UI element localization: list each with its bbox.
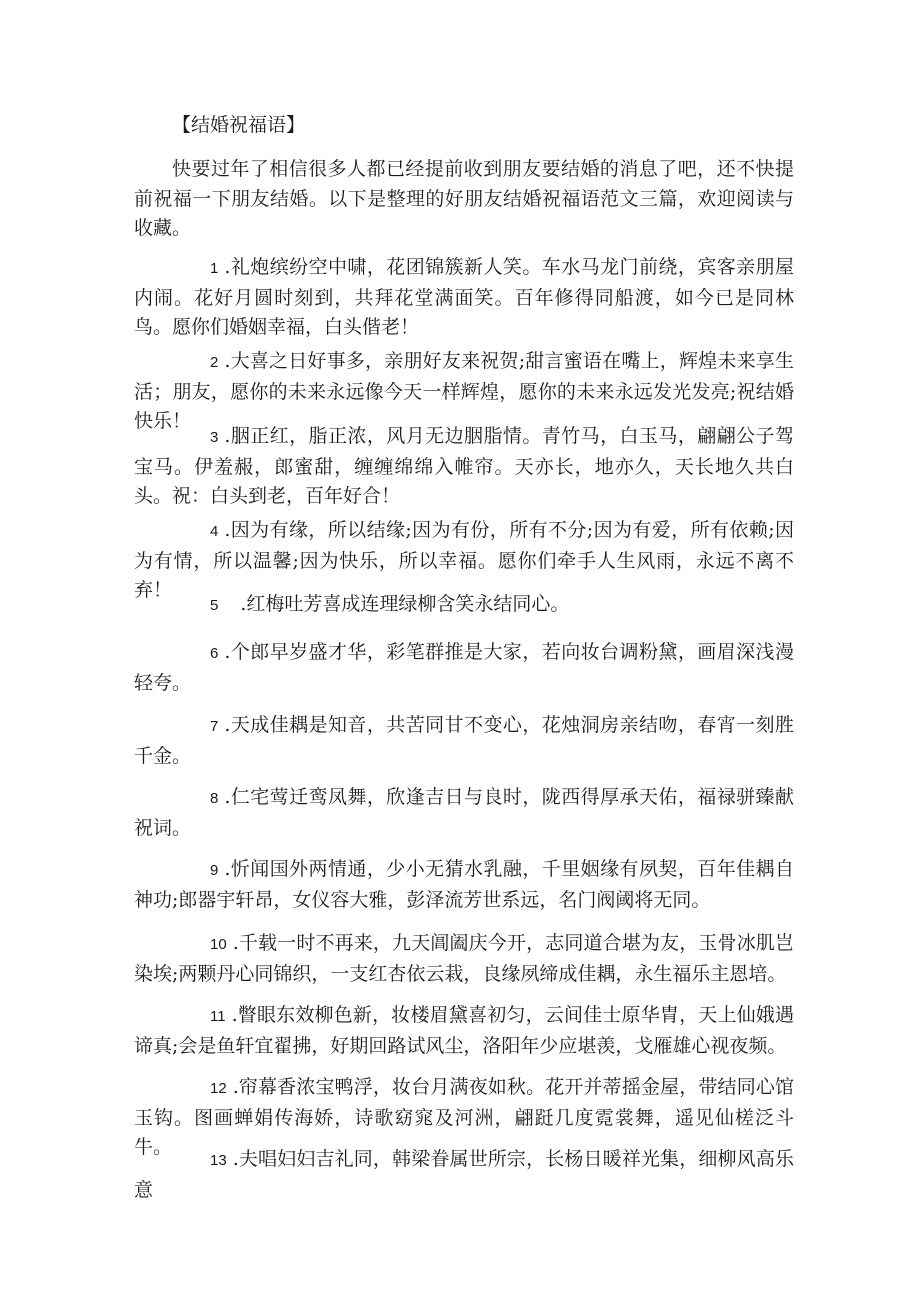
item-number: 5 [210,597,219,614]
item-text: .红梅吐芳喜成连理绿柳含笑永结同心。 [240,593,570,615]
item-number: 2 [210,354,219,371]
item-text: .夫唱妇妇吉礼同，韩梁眷属世所宗，长杨日暖祥光集，细柳风高乐意 [134,1148,794,1201]
item-number: 12 [210,1080,227,1097]
wish-item-7 [134,711,794,771]
item-number: 9 [210,862,219,879]
wish-item-9 [134,855,794,915]
item-number: 13 [210,1152,227,1169]
item-number: 8 [210,790,219,807]
item-text: .千载一时不再来，九天阊阖庆今开，志同道合堪为友，玉骨冰肌岂染埃;两颗丹心同锦织，一支红杏依云栽，良缘夙缔成佳耦，永生福乐主恩培。 [134,932,794,985]
item-text: .胭正红，脂正浓，风月无边胭脂情。青竹马，白玉马，翩翩公子驾宝马。伊羞赧，郎蜜甜，缠缠绵绵入帷帘。天亦长，地亦久，天长地久共白头。祝：白头到老，百年好合！ [134,425,794,508]
wish-item-8 [134,783,794,843]
item-text: .仁宅莺迁鸾凤舞，欣逢吉日与良时，陇西得厚承天佑，福禄骈臻献祝词。 [134,786,794,839]
item-text: .大喜之日好事多，亲朋好友来祝贺;甜言蜜语在嘴上，辉煌未来享生活；朋友，愿你的未来永远像今天一样辉煌，愿你的未来永远发光发亮;祝结婚快乐！ [134,350,794,433]
wish-item-13 [134,1145,794,1205]
item-number: 6 [210,645,219,662]
item-text: .因为有缘，所以结缘;因为有份，所有不分;因为有爱，所有依赖;因为有情，所以温馨;因为快乐，所以幸福。愿你们牵手人生风雨，永远不离不弃！ [134,519,794,602]
wish-item-3 [134,422,794,512]
item-text: .帘幕香浓宝鸭浮，妆台月满夜如秋。花开并蒂摇金屋，带结同心馆玉钩。图画蝉娟传海娇，诗歌窈窕及河洲，翩跹几度霓裳舞，遥见仙槎泛斗牛。 [134,1076,794,1159]
item-text: .个郎早岁盛才华，彩笔群推是大家，若向妆台调粉黛，画眉深浅漫轻夸。 [134,641,794,694]
item-number: 11 [210,1008,226,1025]
item-number: 1 [210,260,219,277]
item-text: .忻闻国外两情通，少小无猜水乳融，千里姻缘有夙契，百年佳耦自神功;郎器宇轩昂，女仪容大雅，彭泽流芳世系远，名门阀阈将无同。 [134,858,794,911]
wish-item-11 [134,1001,794,1061]
wish-item-1 [134,253,794,343]
item-text: .瞥眼东效柳色新，妆楼眉黛喜初匀，云间佳士原华胄，天上仙娥遇谛真;会是鱼轩宜翟拂，好期回路试风尘，洛阳年少应堪羡，戈雁雄心视夜频。 [134,1004,794,1057]
item-text: .礼炮缤纷空中啸，花团锦簇新人笑。车水马龙门前绕，宾客亲朋屋内闹。花好月圆时刻到，共拜花堂满面笑。百年修得同船渡，如今已是同林鸟。愿你们婚姻幸福，白头偕老！ [134,256,794,339]
wish-item-6 [134,638,794,698]
document-title: 【结婚祝福语】 [172,114,306,136]
item-number: 3 [210,429,219,446]
item-text: .天成佳耦是知音，共苦同甘不变心，花烛洞房亲结吻，春宵一刻胜千金。 [134,714,794,767]
item-number: 10 [210,936,227,953]
wish-item-10 [134,929,794,989]
intro-paragraph: 快要过年了相信很多人都已经提前收到朋友要结婚的消息了吧，还不快提前祝福一下朋友结婚。以下是整理的好朋友结婚祝福语范文三篇，欢迎阅读与收藏。 [134,158,794,240]
item-number: 7 [210,718,219,735]
wish-item-5 [134,590,794,621]
item-number: 4 [210,523,219,540]
